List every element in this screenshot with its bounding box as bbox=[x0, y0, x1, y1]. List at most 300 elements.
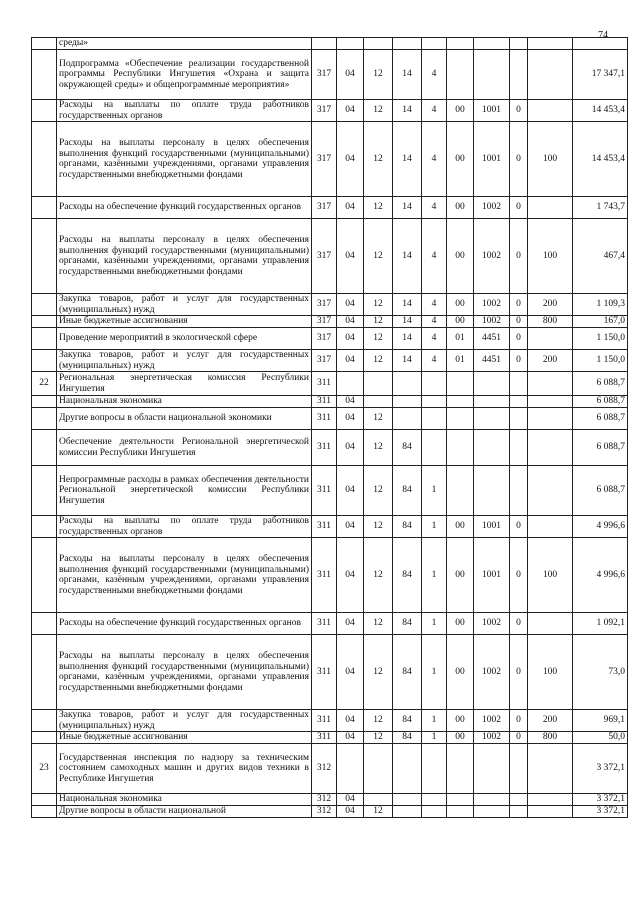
expense-type-code bbox=[528, 100, 573, 122]
suffix-code: 0 bbox=[510, 328, 528, 350]
section-code: 04 bbox=[337, 613, 364, 635]
expense-type-code: 100 bbox=[528, 635, 573, 710]
table-row bbox=[32, 38, 628, 50]
program-code: 84 bbox=[393, 466, 422, 516]
expense-type-code bbox=[528, 806, 573, 818]
program-code: 14 bbox=[393, 294, 422, 316]
section-code: 04 bbox=[337, 122, 364, 197]
expense-type-code: 100 bbox=[528, 538, 573, 613]
suffix-code: 0 bbox=[510, 197, 528, 219]
row-number: 22 bbox=[32, 372, 57, 396]
event-code: 01 bbox=[447, 350, 474, 372]
subsection-code: 12 bbox=[364, 613, 393, 635]
subsection-code bbox=[364, 744, 393, 794]
ministry-code: 317 bbox=[312, 197, 337, 219]
subsection-code: 12 bbox=[364, 732, 393, 744]
ministry-code: 311 bbox=[312, 635, 337, 710]
budget-table bbox=[31, 37, 628, 818]
suffix-code: 0 bbox=[510, 219, 528, 294]
item-name: Расходы на обеспечение функций государственных органов bbox=[57, 197, 312, 219]
row-number bbox=[32, 538, 57, 613]
ministry-code: 311 bbox=[312, 516, 337, 538]
subsection-code: 12 bbox=[364, 197, 393, 219]
subprogram-code: 1 bbox=[422, 732, 447, 744]
table-row bbox=[32, 538, 628, 613]
direction-code: 1002 bbox=[474, 732, 510, 744]
item-name: среды» bbox=[57, 38, 312, 50]
expense-type-code bbox=[528, 430, 573, 466]
expense-type-code bbox=[528, 396, 573, 408]
subsection-code bbox=[364, 794, 393, 806]
subsection-code: 12 bbox=[364, 466, 393, 516]
row-number bbox=[32, 38, 57, 50]
suffix-code bbox=[510, 466, 528, 516]
program-code bbox=[393, 806, 422, 818]
ministry-code: 311 bbox=[312, 408, 337, 430]
subsection-code: 12 bbox=[364, 635, 393, 710]
table-row bbox=[32, 50, 628, 100]
amount: 4 996,6 bbox=[573, 538, 628, 613]
ministry-code: 311 bbox=[312, 732, 337, 744]
subprogram-code: 1 bbox=[422, 635, 447, 710]
subprogram-code: 1 bbox=[422, 516, 447, 538]
row-number bbox=[32, 794, 57, 806]
amount: 6 088,7 bbox=[573, 466, 628, 516]
section-code: 04 bbox=[337, 294, 364, 316]
ministry-code: 311 bbox=[312, 466, 337, 516]
row-number bbox=[32, 430, 57, 466]
program-code bbox=[393, 38, 422, 50]
event-code: 00 bbox=[447, 219, 474, 294]
expense-type-code bbox=[528, 328, 573, 350]
subprogram-code: 4 bbox=[422, 316, 447, 328]
event-code bbox=[447, 372, 474, 396]
event-code: 00 bbox=[447, 710, 474, 732]
ministry-code: 312 bbox=[312, 806, 337, 818]
amount: 50,0 bbox=[573, 732, 628, 744]
amount: 3 372,1 bbox=[573, 806, 628, 818]
suffix-code: 0 bbox=[510, 613, 528, 635]
event-code: 00 bbox=[447, 100, 474, 122]
event-code: 00 bbox=[447, 197, 474, 219]
subsection-code bbox=[364, 38, 393, 50]
expense-type-code bbox=[528, 50, 573, 100]
section-code: 04 bbox=[337, 316, 364, 328]
section-code: 04 bbox=[337, 635, 364, 710]
section-code: 04 bbox=[337, 328, 364, 350]
program-code: 14 bbox=[393, 350, 422, 372]
expense-type-code bbox=[528, 613, 573, 635]
amount: 6 088,7 bbox=[573, 372, 628, 396]
program-code: 84 bbox=[393, 538, 422, 613]
amount: 6 088,7 bbox=[573, 408, 628, 430]
suffix-code bbox=[510, 408, 528, 430]
expense-type-code bbox=[528, 794, 573, 806]
section-code: 04 bbox=[337, 50, 364, 100]
row-number bbox=[32, 294, 57, 316]
amount: 3 372,1 bbox=[573, 744, 628, 794]
subsection-code: 12 bbox=[364, 538, 393, 613]
amount: 1 150,0 bbox=[573, 328, 628, 350]
expense-type-code bbox=[528, 466, 573, 516]
row-number bbox=[32, 516, 57, 538]
ministry-code: 312 bbox=[312, 744, 337, 794]
item-name: Расходы на выплаты персоналу в целях обеспечения выполнения функций государственными (муниципальными) органами, казённым учреждениями, органами управления государственными внебюджетными фондами bbox=[57, 538, 312, 613]
program-code: 14 bbox=[393, 100, 422, 122]
subsection-code: 12 bbox=[364, 316, 393, 328]
subprogram-code bbox=[422, 396, 447, 408]
row-number bbox=[32, 197, 57, 219]
direction-code bbox=[474, 430, 510, 466]
section-code: 04 bbox=[337, 516, 364, 538]
expense-type-code bbox=[528, 197, 573, 219]
table-row bbox=[32, 122, 628, 197]
section-code: 04 bbox=[337, 197, 364, 219]
row-number bbox=[32, 806, 57, 818]
section-code: 04 bbox=[337, 408, 364, 430]
ministry-code: 317 bbox=[312, 350, 337, 372]
table-row bbox=[32, 430, 628, 466]
row-number bbox=[32, 100, 57, 122]
ministry-code: 317 bbox=[312, 122, 337, 197]
program-code bbox=[393, 794, 422, 806]
amount: 73,0 bbox=[573, 635, 628, 710]
suffix-code: 0 bbox=[510, 316, 528, 328]
amount bbox=[573, 38, 628, 50]
direction-code: 1002 bbox=[474, 197, 510, 219]
event-code bbox=[447, 744, 474, 794]
subprogram-code bbox=[422, 372, 447, 396]
subprogram-code bbox=[422, 430, 447, 466]
row-number bbox=[32, 350, 57, 372]
section-code: 04 bbox=[337, 466, 364, 516]
event-code: 00 bbox=[447, 732, 474, 744]
amount: 14 453,4 bbox=[573, 122, 628, 197]
direction-code: 1002 bbox=[474, 613, 510, 635]
direction-code: 1002 bbox=[474, 294, 510, 316]
amount: 3 372,1 bbox=[573, 794, 628, 806]
item-name: Национальная экономика bbox=[57, 396, 312, 408]
amount: 6 088,7 bbox=[573, 430, 628, 466]
subprogram-code: 1 bbox=[422, 613, 447, 635]
subsection-code: 12 bbox=[364, 430, 393, 466]
expense-type-code: 800 bbox=[528, 732, 573, 744]
table-row bbox=[32, 635, 628, 710]
event-code: 00 bbox=[447, 294, 474, 316]
program-code: 14 bbox=[393, 50, 422, 100]
event-code bbox=[447, 50, 474, 100]
direction-code: 1002 bbox=[474, 219, 510, 294]
subsection-code: 12 bbox=[364, 50, 393, 100]
subsection-code: 12 bbox=[364, 710, 393, 732]
row-number bbox=[32, 219, 57, 294]
table-row bbox=[32, 197, 628, 219]
amount: 167,0 bbox=[573, 316, 628, 328]
table-row bbox=[32, 219, 628, 294]
amount: 1 743,7 bbox=[573, 197, 628, 219]
table-row bbox=[32, 466, 628, 516]
suffix-code bbox=[510, 396, 528, 408]
table-row bbox=[32, 350, 628, 372]
section-code: 04 bbox=[337, 100, 364, 122]
table-row bbox=[32, 372, 628, 396]
row-number bbox=[32, 50, 57, 100]
subprogram-code: 4 bbox=[422, 328, 447, 350]
suffix-code: 0 bbox=[510, 350, 528, 372]
direction-code bbox=[474, 372, 510, 396]
row-number bbox=[32, 613, 57, 635]
row-number bbox=[32, 710, 57, 732]
item-name: Расходы на выплаты по оплате труда работников государственных органов bbox=[57, 100, 312, 122]
item-name: Другие вопросы в области национальной экономики bbox=[57, 408, 312, 430]
subsection-code: 12 bbox=[364, 100, 393, 122]
subprogram-code: 4 bbox=[422, 219, 447, 294]
ministry-code: 311 bbox=[312, 396, 337, 408]
suffix-code bbox=[510, 744, 528, 794]
item-name: Закупка товаров, работ и услуг для государственных (муниципальных) нужд bbox=[57, 294, 312, 316]
subsection-code: 12 bbox=[364, 328, 393, 350]
expense-type-code: 800 bbox=[528, 316, 573, 328]
item-name: Региональная энергетическая комиссия Республики Ингушетия bbox=[57, 372, 312, 396]
row-number bbox=[32, 328, 57, 350]
item-name: Закупка товаров, работ и услуг для государственных (муниципальных) нужд bbox=[57, 350, 312, 372]
section-code: 04 bbox=[337, 794, 364, 806]
row-number bbox=[32, 396, 57, 408]
table-row bbox=[32, 710, 628, 732]
row-number: 23 bbox=[32, 744, 57, 794]
ministry-code bbox=[312, 38, 337, 50]
section-code: 04 bbox=[337, 396, 364, 408]
suffix-code: 0 bbox=[510, 732, 528, 744]
ministry-code: 311 bbox=[312, 613, 337, 635]
program-code: 84 bbox=[393, 613, 422, 635]
subsection-code bbox=[364, 372, 393, 396]
amount: 14 453,4 bbox=[573, 100, 628, 122]
event-code: 00 bbox=[447, 613, 474, 635]
item-name: Расходы на выплаты персоналу в целях обеспечения выполнения функций государственными (муниципальными) органами, казённым учреждениями, органами управления государственными внебюджетными фондами bbox=[57, 635, 312, 710]
item-name: Расходы на обеспечение функций государственных органов bbox=[57, 613, 312, 635]
section-code bbox=[337, 372, 364, 396]
table-row bbox=[32, 732, 628, 744]
table-row bbox=[32, 794, 628, 806]
direction-code: 4451 bbox=[474, 350, 510, 372]
subsection-code bbox=[364, 396, 393, 408]
amount: 1 109,3 bbox=[573, 294, 628, 316]
event-code bbox=[447, 38, 474, 50]
program-code bbox=[393, 372, 422, 396]
section-code bbox=[337, 744, 364, 794]
expense-type-code bbox=[528, 516, 573, 538]
expense-type-code: 200 bbox=[528, 294, 573, 316]
subprogram-code: 4 bbox=[422, 197, 447, 219]
suffix-code: 0 bbox=[510, 294, 528, 316]
program-code: 84 bbox=[393, 732, 422, 744]
subsection-code: 12 bbox=[364, 219, 393, 294]
ministry-code: 311 bbox=[312, 430, 337, 466]
subprogram-code bbox=[422, 744, 447, 794]
subprogram-code bbox=[422, 806, 447, 818]
suffix-code: 0 bbox=[510, 100, 528, 122]
section-code: 04 bbox=[337, 732, 364, 744]
direction-code bbox=[474, 744, 510, 794]
section-code bbox=[337, 38, 364, 50]
item-name: Обеспечение деятельности Региональной энергетической комиссии Республики Ингушетия bbox=[57, 430, 312, 466]
direction-code: 4451 bbox=[474, 328, 510, 350]
table-row bbox=[32, 744, 628, 794]
expense-type-code: 200 bbox=[528, 710, 573, 732]
row-number bbox=[32, 732, 57, 744]
program-code: 84 bbox=[393, 710, 422, 732]
section-code: 04 bbox=[337, 806, 364, 818]
direction-code bbox=[474, 408, 510, 430]
subprogram-code: 4 bbox=[422, 350, 447, 372]
table-row bbox=[32, 328, 628, 350]
table-row bbox=[32, 316, 628, 328]
item-name: Расходы на выплаты персоналу в целях обеспечения выполнения функций государственными (муниципальными) органами, казёнными учреждениями, органами управления государственными внебюджетными фондами bbox=[57, 122, 312, 197]
direction-code: 1002 bbox=[474, 635, 510, 710]
event-code bbox=[447, 396, 474, 408]
program-code: 84 bbox=[393, 635, 422, 710]
ministry-code: 311 bbox=[312, 372, 337, 396]
table-row bbox=[32, 408, 628, 430]
program-code bbox=[393, 396, 422, 408]
event-code bbox=[447, 466, 474, 516]
expense-type-code bbox=[528, 38, 573, 50]
item-name: Непрограммные расходы в рамках обеспечения деятельности Региональной энергетической комиссии Республики Ингушетия bbox=[57, 466, 312, 516]
event-code: 00 bbox=[447, 635, 474, 710]
item-name: Другие вопросы в области национальной bbox=[57, 806, 312, 818]
expense-type-code bbox=[528, 372, 573, 396]
section-code: 04 bbox=[337, 219, 364, 294]
direction-code bbox=[474, 794, 510, 806]
ministry-code: 311 bbox=[312, 710, 337, 732]
program-code: 14 bbox=[393, 197, 422, 219]
suffix-code bbox=[510, 38, 528, 50]
subprogram-code: 4 bbox=[422, 50, 447, 100]
section-code: 04 bbox=[337, 710, 364, 732]
direction-code: 1001 bbox=[474, 122, 510, 197]
subsection-code: 12 bbox=[364, 350, 393, 372]
direction-code bbox=[474, 466, 510, 516]
event-code bbox=[447, 408, 474, 430]
ministry-code: 311 bbox=[312, 538, 337, 613]
program-code: 84 bbox=[393, 430, 422, 466]
event-code bbox=[447, 430, 474, 466]
subprogram-code: 4 bbox=[422, 122, 447, 197]
section-code: 04 bbox=[337, 350, 364, 372]
expense-type-code: 100 bbox=[528, 219, 573, 294]
subprogram-code bbox=[422, 408, 447, 430]
item-name: Государственная инспекция по надзору за техническим состоянием самоходных машин и других видов техники в Республике Ингушетия bbox=[57, 744, 312, 794]
direction-code: 1001 bbox=[474, 516, 510, 538]
subsection-code: 12 bbox=[364, 806, 393, 818]
table-row bbox=[32, 806, 628, 818]
subprogram-code bbox=[422, 794, 447, 806]
program-code: 14 bbox=[393, 219, 422, 294]
event-code: 00 bbox=[447, 316, 474, 328]
ministry-code: 317 bbox=[312, 328, 337, 350]
subsection-code: 12 bbox=[364, 516, 393, 538]
suffix-code: 0 bbox=[510, 710, 528, 732]
event-code: 00 bbox=[447, 516, 474, 538]
expense-type-code bbox=[528, 744, 573, 794]
item-name: Проведение мероприятий в экологической сфере bbox=[57, 328, 312, 350]
expense-type-code: 200 bbox=[528, 350, 573, 372]
table-row bbox=[32, 613, 628, 635]
section-code: 04 bbox=[337, 538, 364, 613]
table-row bbox=[32, 516, 628, 538]
page-number: 74 bbox=[598, 30, 608, 41]
suffix-code bbox=[510, 430, 528, 466]
table-body bbox=[32, 38, 628, 818]
item-name: Национальная экономика bbox=[57, 794, 312, 806]
amount: 6 088,7 bbox=[573, 396, 628, 408]
item-name: Подпрограмма «Обеспечение реализации государственной программы Республики Ингушетия «Охрана и защита окружающей среды» и общепрограммные мероприятия» bbox=[57, 50, 312, 100]
item-name: Иные бюджетные ассигнования bbox=[57, 732, 312, 744]
ministry-code: 317 bbox=[312, 316, 337, 328]
program-code bbox=[393, 408, 422, 430]
program-code bbox=[393, 744, 422, 794]
row-number bbox=[32, 466, 57, 516]
suffix-code: 0 bbox=[510, 516, 528, 538]
expense-type-code bbox=[528, 408, 573, 430]
subsection-code: 12 bbox=[364, 408, 393, 430]
suffix-code bbox=[510, 372, 528, 396]
item-name: Расходы на выплаты по оплате труда работников государственных органов bbox=[57, 516, 312, 538]
subprogram-code: 1 bbox=[422, 538, 447, 613]
subsection-code: 12 bbox=[364, 294, 393, 316]
program-code: 14 bbox=[393, 328, 422, 350]
direction-code bbox=[474, 38, 510, 50]
section-code: 04 bbox=[337, 430, 364, 466]
row-number bbox=[32, 635, 57, 710]
amount: 1 150,0 bbox=[573, 350, 628, 372]
ministry-code: 317 bbox=[312, 100, 337, 122]
subprogram-code: 4 bbox=[422, 100, 447, 122]
suffix-code bbox=[510, 794, 528, 806]
direction-code: 1001 bbox=[474, 538, 510, 613]
subprogram-code: 1 bbox=[422, 466, 447, 516]
suffix-code bbox=[510, 50, 528, 100]
event-code: 00 bbox=[447, 122, 474, 197]
item-name: Расходы на выплаты персоналу в целях обеспечения выполнения функций государственными (муниципальными) органами, казёнными учреждениями, органами управления государственными внебюджетными фондами bbox=[57, 219, 312, 294]
event-code: 01 bbox=[447, 328, 474, 350]
table-row bbox=[32, 294, 628, 316]
amount: 1 092,1 bbox=[573, 613, 628, 635]
row-number bbox=[32, 122, 57, 197]
ministry-code: 312 bbox=[312, 794, 337, 806]
event-code bbox=[447, 806, 474, 818]
table-row bbox=[32, 100, 628, 122]
ministry-code: 317 bbox=[312, 294, 337, 316]
item-name: Иные бюджетные ассигнования bbox=[57, 316, 312, 328]
direction-code bbox=[474, 806, 510, 818]
ministry-code: 317 bbox=[312, 50, 337, 100]
subsection-code: 12 bbox=[364, 122, 393, 197]
direction-code: 1002 bbox=[474, 710, 510, 732]
row-number bbox=[32, 408, 57, 430]
expense-type-code: 100 bbox=[528, 122, 573, 197]
amount: 17 347,1 bbox=[573, 50, 628, 100]
subprogram-code bbox=[422, 38, 447, 50]
event-code: 00 bbox=[447, 538, 474, 613]
amount: 4 996,6 bbox=[573, 516, 628, 538]
direction-code bbox=[474, 396, 510, 408]
program-code: 14 bbox=[393, 316, 422, 328]
direction-code: 1002 bbox=[474, 316, 510, 328]
subprogram-code: 1 bbox=[422, 710, 447, 732]
suffix-code: 0 bbox=[510, 635, 528, 710]
